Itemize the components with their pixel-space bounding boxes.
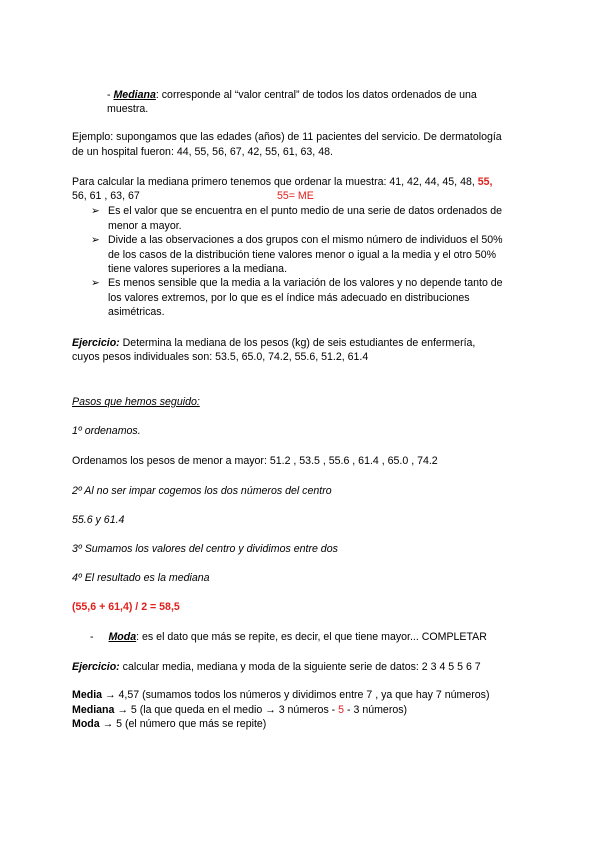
paso-4: 4º El resultado es la mediana [72,572,210,584]
me-label: 55= ME [277,190,314,202]
mediana-definition-line-2: muestra. [107,103,149,115]
mediana-definition-line-1 [107,88,477,102]
calculo-text: Para calcular la mediana primero tenemos que ordenar la muestra: 41, 42, 44, 45, 48, [72,176,475,188]
bullet-3-line-3: asimétricas. [108,306,165,318]
ejemplo-line-2: de un hospital fueron: 44, 55, 56, 67, 42, 55, 61, 63, 48. [72,146,333,158]
list-dash: - [90,631,94,643]
mediana-text-b: - 3 números) [344,704,408,716]
moda-definition-text: : es el dato que más se repite, es decir, el que tiene mayor... COMPLETAR [136,631,487,643]
bullet-arrow-icon: ➢ [91,205,100,217]
resultado-mediana: (55,6 + 61,4) / 2 = 58,5 [72,601,180,613]
media-label: Media [72,689,103,701]
moda-label: Moda [72,718,100,730]
moda-definition [90,630,487,644]
bullet-3-line-1: Es menos sensible que la media a la variación de los valores y no depende tanto de [108,277,503,289]
moda-result [72,717,266,731]
mediana-result [72,703,407,717]
list-dash: - [107,89,111,101]
pesos-ordenados: Ordenamos los pesos de menor a mayor: 51.2 , 53.5 , 55.6 , 61.4 , 65.0 , 74.2 [72,455,438,467]
ejercicio-1-text: Determina la mediana de los pesos (kg) de seis estudiantes de enfermería, [119,337,476,349]
mediana-red-value: 5 [338,704,345,716]
bullet-2-line-3: tiene valores superiores a la mediana. [108,263,288,275]
ejemplo-line-1: Ejemplo: supongamos que las edades (años) de 11 pacientes del servicio. De dermatología [72,131,502,143]
moda-term: Moda [108,631,137,643]
ejercicio-label: Ejercicio: [72,337,120,349]
mediana-label: Mediana [72,704,115,716]
ejercicio-label: Ejercicio: [72,661,120,673]
ejercicio-1-line-2: cuyos pesos individuales son: 53.5, 65.0, 74.2, 55.6, 51.2, 61.4 [72,351,369,363]
bullet-2-line-1: Divide a las observaciones a dos grupos con el mismo número de individuos el 50% [108,234,503,246]
bullet-2-line-2: de los casos de la distribución tiene valores menor o igual a la media y el otro 50% [108,249,497,261]
paso-1: 1º ordenamos. [72,425,141,437]
paso-3: 3º Sumamos los valores del centro y dividimos entre dos [72,543,338,555]
bullet-arrow-icon: ➢ [91,277,100,289]
ejercicio-2-line [72,660,481,674]
bullet-3-line-2: los valores extremos, por lo que es el índice más adecuado en distribuciones [108,292,470,304]
paso-2: 2º Al no ser impar cogemos los dos números del centro [72,485,332,497]
calculo-line-1 [72,175,492,189]
pasos-heading: Pasos que hemos seguido: [72,396,200,408]
ejercicio-1-line-1 [72,336,475,350]
mediana-term: Mediana [113,89,156,101]
calculo-highlight: 55, [477,176,493,188]
media-result [72,688,489,702]
bullet-arrow-icon: ➢ [91,234,100,246]
numeros-centro: 55.6 y 61.4 [72,514,125,526]
media-text: → 4,57 (sumamos todos los números y dividimos entre 7 , ya que hay 7 números) [102,689,490,701]
calculo-line-2: 56, 61 , 63, 67 [72,190,140,202]
mediana-definition-text: : corresponde al “valor central” de todos los datos ordenados de una [155,89,477,101]
ejercicio-2-text: calcular media, mediana y moda de la siguiente serie de datos: 2 3 4 5 5 6 7 [119,661,481,673]
bullet-1-line-1: Es el valor que se encuentra en el punto medio de una serie de datos ordenados de [108,205,503,217]
mediana-text-a: → 5 (la que queda en el medio → 3 números - [114,704,339,716]
moda-text: → 5 (el número que más se repite) [99,718,267,730]
bullet-1-line-2: menor a mayor. [108,220,182,232]
